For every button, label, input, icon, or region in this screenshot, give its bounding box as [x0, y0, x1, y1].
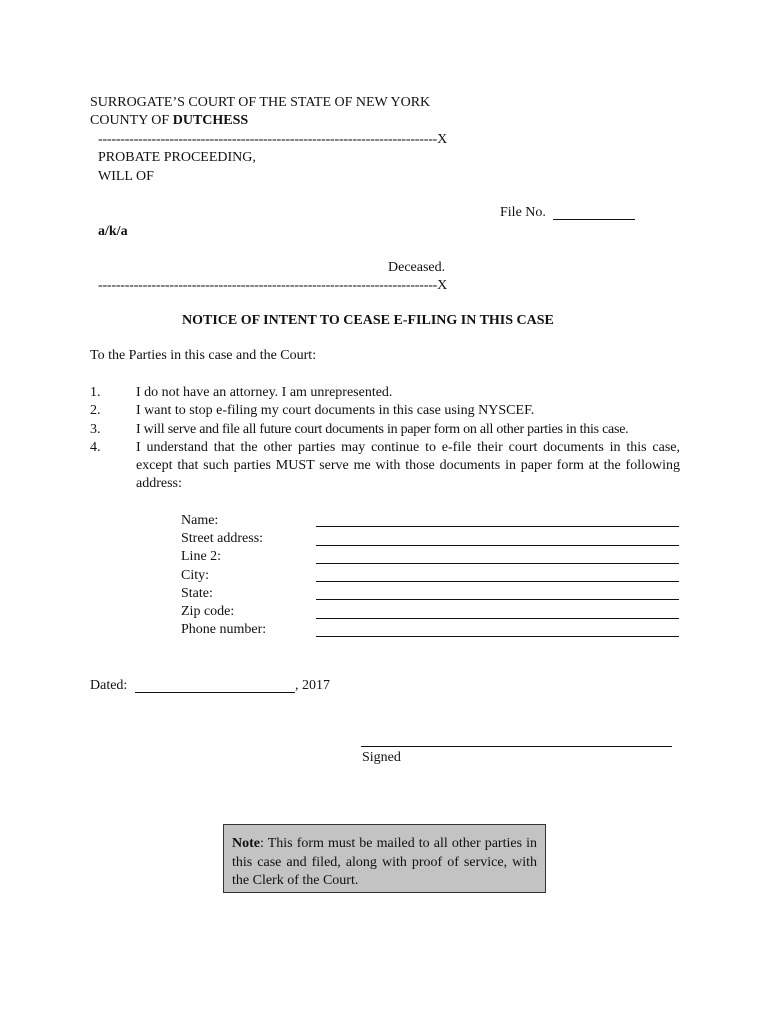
- list-item-text: I want to stop e-filing my court documents in this case using NYSCEF.: [136, 403, 535, 419]
- list-item: [90, 439, 680, 494]
- state-field[interactable]: [316, 599, 679, 600]
- caption-divider-bottom: ----------------------------------------------------------------------------X: [98, 278, 448, 293]
- county-name: DUTCHESS: [172, 113, 249, 128]
- line2-field[interactable]: [316, 563, 679, 564]
- name-label: Name:: [181, 513, 219, 528]
- note-text: : This form must be mailed to all other parties in this case and filed, along with proof of service, with the Clerk of the Court.: [232, 836, 537, 888]
- street-address-label: Street address:: [181, 531, 264, 546]
- aka-label: a/k/a: [98, 224, 128, 239]
- caption-divider-top: ----------------------------------------------------------------------------X: [98, 132, 448, 147]
- line2-label: Line 2:: [181, 549, 222, 564]
- name-field[interactable]: [316, 526, 679, 527]
- deceased-label: Deceased.: [388, 260, 446, 275]
- phone-number-field[interactable]: [316, 636, 679, 637]
- date-field[interactable]: [135, 692, 295, 693]
- will-of-label: WILL OF: [98, 169, 154, 184]
- city-field[interactable]: [316, 581, 679, 582]
- list-item-number: 2.: [90, 403, 101, 419]
- county-line: [90, 112, 248, 130]
- list-item: [90, 384, 680, 402]
- city-label: City:: [181, 568, 210, 583]
- file-no-field[interactable]: [553, 219, 635, 220]
- street-address-field[interactable]: [316, 545, 679, 546]
- statement-list: [90, 384, 680, 494]
- signed-label: Signed: [362, 750, 401, 765]
- list-item-number: 1.: [90, 385, 101, 400]
- file-no-label: File No.: [500, 205, 546, 220]
- proceeding-label: PROBATE PROCEEDING,: [98, 150, 256, 165]
- signature-field[interactable]: [361, 746, 672, 747]
- salutation: To the Parties in this case and the Court:: [90, 348, 317, 363]
- zip-code-field[interactable]: [316, 618, 679, 619]
- list-item-number: 4.: [90, 439, 101, 455]
- phone-number-label: Phone number:: [181, 622, 267, 637]
- note-box: [223, 824, 546, 893]
- list-item: [90, 402, 680, 420]
- list-item-number: 3.: [90, 421, 101, 437]
- list-item: [90, 421, 680, 439]
- county-prefix: COUNTY OF: [90, 113, 173, 128]
- document-title: NOTICE OF INTENT TO CEASE E-FILING IN THIS CASE: [182, 313, 554, 328]
- dated-year: , 2017: [295, 678, 330, 693]
- court-name: SURROGATE’S COURT OF THE STATE OF NEW YORK: [90, 95, 431, 110]
- list-item-text: I understand that the other parties may continue to e-file their court documents in this case, except that such parties MUST serve me with those documents in paper form at the following address:: [136, 439, 680, 492]
- zip-code-label: Zip code:: [181, 604, 235, 619]
- dated-label: Dated:: [90, 678, 128, 693]
- list-item-text: I do not have an attorney. I am unrepresented.: [136, 385, 393, 400]
- state-label: State:: [181, 586, 213, 601]
- list-item-text: I will serve and file all future court documents in paper form on all other parties in this case.: [136, 421, 629, 437]
- note-label: Note: [232, 836, 260, 851]
